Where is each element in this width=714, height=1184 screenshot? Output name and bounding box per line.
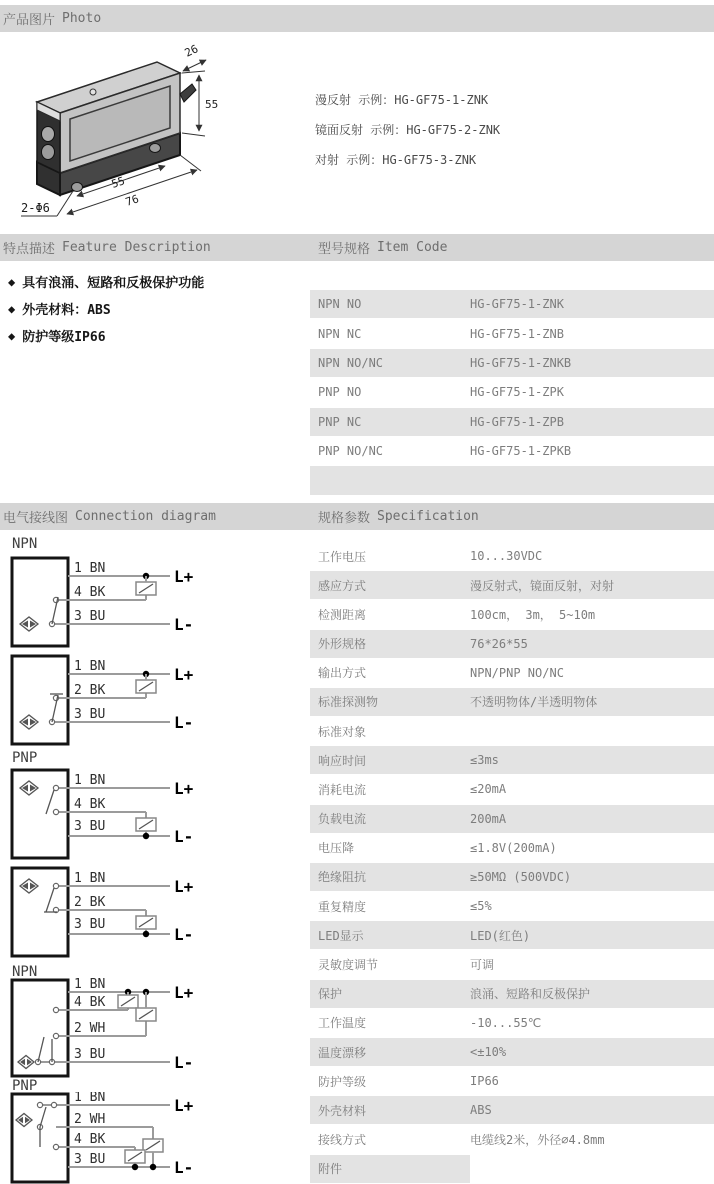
feature-text: 外壳材料：ABS: [22, 303, 111, 318]
rail-plus-label: L+: [174, 1096, 194, 1115]
diamond-bullet-icon: ◆: [8, 274, 16, 289]
spec-label: 标准探测物: [318, 695, 379, 710]
spec-row: [310, 1009, 714, 1038]
spec-value: LED(红色): [470, 928, 531, 943]
spec-row: [310, 600, 714, 629]
wiring-diagram-npn-no: [10, 556, 305, 648]
spec-label: LED显示: [318, 928, 364, 943]
spec-row: [310, 980, 714, 1009]
product-drawing: [15, 38, 265, 230]
wiring-diagram-npn-nc: [10, 654, 305, 746]
dim-base-length: 76: [123, 192, 141, 209]
dim-holes: 2-Φ6: [21, 201, 50, 215]
wiring-diagram-pnp-no: [10, 768, 305, 860]
diagram6-type-label: PNP: [12, 1078, 38, 1094]
spec-label: 感应方式: [318, 578, 367, 593]
photo-section-title-zh: 产品图片: [3, 13, 56, 28]
item-code-row: [310, 290, 714, 319]
mounting-peg-left: [72, 183, 83, 192]
wire-label: 2 WH: [74, 1021, 106, 1036]
rail-minus-label: L-: [174, 827, 194, 846]
feature-list: [8, 268, 204, 349]
spec-row: [310, 688, 714, 717]
spec-value: 100cm， 3m， 5~10m: [470, 607, 596, 622]
diagram3-type-label: PNP: [12, 750, 38, 766]
section-header-photo: [0, 5, 714, 32]
diamond-bullet-icon: ◆: [8, 328, 16, 343]
spec-value: ≤1.8V(200mA): [470, 840, 557, 855]
sensor-lens-lower: [42, 145, 55, 160]
spec-value: ≤3ms: [470, 753, 499, 768]
rail-plus-label: L+: [174, 665, 194, 684]
item-code-type: PNP NO/NC: [318, 444, 384, 459]
dim-top-width: 26: [182, 42, 201, 60]
spec-row: [310, 805, 714, 834]
spec-label: 绝缘阻抗: [318, 870, 367, 885]
spec-section-title-en: Specification: [377, 509, 479, 524]
spec-row: [310, 1125, 714, 1154]
wire-label: 1 BN: [74, 659, 106, 674]
spec-label: 外形规格: [318, 637, 367, 652]
spec-row: [310, 630, 714, 659]
wire-label: 2 WH: [74, 1112, 106, 1127]
wire-label: 1 BN: [74, 561, 106, 576]
rail-plus-label: L+: [174, 779, 194, 798]
wire-label: 1 BN: [74, 978, 106, 992]
rail-plus-label: L+: [174, 567, 194, 586]
wire-label: 2 BK: [74, 683, 106, 698]
connection-section-title-zh: 电气接线图: [3, 511, 69, 526]
item-code-row: [310, 466, 714, 495]
section-header-connection-spec: [0, 503, 714, 530]
wire-label: 1 BN: [74, 871, 106, 886]
item-code-row: [310, 319, 714, 348]
spec-value: 200mA: [470, 811, 507, 826]
spec-label: 温度漂移: [318, 1045, 367, 1060]
spec-value: 76*26*55: [470, 636, 528, 651]
wire-label: 4 BK: [74, 797, 106, 812]
item-code-type: PNP NO: [318, 385, 362, 400]
item-code-type: NPN NO: [318, 297, 362, 312]
wire-label: 1 BN: [74, 1092, 106, 1105]
rail-minus-label: L-: [174, 615, 194, 634]
spec-value: ≥50MΩ (500VDC): [470, 869, 572, 884]
spec-row: [310, 571, 714, 600]
example-retroreflective: 镜面反射 示例：HG-GF75-2-ZNK: [315, 122, 501, 137]
item-code-type: NPN NC: [318, 326, 362, 341]
spec-row: [310, 1096, 714, 1125]
spec-value: -10...55℃: [470, 1015, 542, 1030]
item-code-row: [310, 437, 714, 466]
spec-value: ≤20mA: [470, 782, 507, 797]
spec-table: [310, 542, 714, 1184]
spec-value: ABS: [470, 1103, 492, 1118]
diagram1-type-label: NPN: [12, 536, 38, 552]
spec-value: 电缆线2米，外径∅4.8mm: [470, 1133, 605, 1148]
spec-label: 灵敏度调节: [318, 957, 379, 972]
sensor-lens-upper: [42, 127, 55, 142]
item-code-type: PNP NC: [318, 414, 362, 429]
wire-label: 3 BU: [74, 609, 106, 624]
dim-height: 55: [205, 98, 219, 111]
diagram5-type-label: NPN: [12, 964, 38, 980]
spec-label: 接线方式: [318, 1133, 367, 1148]
spec-row: [310, 892, 714, 921]
spec-label: 工作温度: [318, 1016, 367, 1031]
item-code-value: HG-GF75-1-ZNKB: [470, 355, 572, 370]
mounting-peg-right: [150, 144, 161, 153]
feature-text: 防护等级IP66: [22, 330, 106, 345]
spec-row: [310, 717, 714, 746]
spec-value: 可调: [470, 957, 495, 972]
wire-label: 3 BU: [74, 707, 106, 722]
spec-value: 漫反射式，镜面反射，对射: [470, 578, 615, 593]
item-code-value: HG-GF75-1-ZPKB: [470, 444, 572, 459]
spec-row: [310, 921, 714, 950]
spec-value: 不透明物体/半透明物体: [470, 695, 598, 710]
wire-label: 4 BK: [74, 585, 106, 600]
spec-row: [310, 863, 714, 892]
wire-label: 4 BK: [74, 1132, 106, 1147]
spec-value: NPN/PNP NO/NC: [470, 665, 564, 680]
spec-row: [310, 659, 714, 688]
wire-label: 3 BU: [74, 917, 106, 932]
spec-row: [310, 775, 714, 804]
dim-window-width: 55: [109, 174, 127, 191]
spec-row: [310, 950, 714, 979]
item-code-table: [310, 290, 714, 496]
spec-label: 电压降: [318, 841, 355, 856]
spec-value: <±10%: [470, 1045, 507, 1059]
example-diffuse: 漫反射 示例：HG-GF75-1-ZNK: [315, 92, 489, 107]
spec-label: 重复精度: [318, 899, 367, 914]
spec-label: 外壳材料: [318, 1103, 367, 1118]
wire-label: 2 BK: [74, 895, 106, 910]
wiring-diagram-npn-nonc: [10, 978, 305, 1078]
feature-item: [8, 295, 204, 322]
item-code-value: HG-GF75-1-ZPK: [470, 385, 564, 400]
spec-label: 输出方式: [318, 666, 367, 681]
itemcode-section-title-en: Item Code: [377, 240, 448, 255]
spec-label: 附件: [310, 1155, 470, 1183]
spec-row: [310, 1038, 714, 1067]
spec-row: [310, 1067, 714, 1096]
feature-item: [8, 268, 204, 295]
item-code-value: HG-GF75-1-ZPB: [470, 414, 564, 429]
item-code-row: [310, 408, 714, 437]
spec-row: [310, 834, 714, 863]
diamond-bullet-icon: ◆: [8, 301, 16, 316]
feature-text: 具有浪涌、短路和反极保护功能: [22, 276, 205, 291]
rail-minus-label: L-: [174, 925, 194, 944]
rail-minus-label: L-: [174, 713, 194, 732]
rail-minus-label: L-: [174, 1158, 194, 1177]
spec-label: 消耗电流: [318, 782, 367, 797]
spec-value: IP66: [470, 1074, 499, 1089]
wire-label: 4 BK: [74, 995, 106, 1010]
itemcode-section-title-zh: 型号规格: [318, 242, 371, 257]
wiring-diagram-pnp-nonc: [10, 1092, 305, 1184]
wiring-diagram-pnp-nc: [10, 866, 305, 958]
spec-row: [310, 1155, 714, 1184]
example-throughbeam: 对射 示例：HG-GF75-3-ZNK: [315, 152, 477, 167]
item-code-value: HG-GF75-1-ZNK: [470, 297, 564, 312]
spec-label: 保护: [318, 987, 343, 1002]
item-code-type: NPN NO/NC: [318, 355, 384, 370]
photo-section-title-en: Photo: [62, 11, 102, 26]
wire-label: 3 BU: [74, 1152, 106, 1167]
item-code-row: [310, 378, 714, 407]
wire-label: 3 BU: [74, 1047, 106, 1062]
spec-label: 响应时间: [318, 753, 367, 768]
wire-label: 3 BU: [74, 819, 106, 834]
spec-section-title-zh: 规格参数: [318, 511, 371, 526]
connection-section-title-en: Connection diagram: [75, 509, 216, 524]
spec-label: 防护等级: [318, 1074, 367, 1089]
spec-label: 标准对象: [318, 724, 367, 739]
feature-section-title-zh: 特点描述: [3, 242, 56, 257]
section-header-feature-itemcode: [0, 234, 714, 261]
model-examples: [315, 84, 500, 174]
item-code-value: HG-GF75-1-ZNB: [470, 326, 564, 341]
spec-row: [310, 746, 714, 775]
spec-value: ≤5%: [470, 899, 492, 914]
spec-value: 浪涌、短路和反极保护: [470, 987, 591, 1002]
wire-label: 1 BN: [74, 773, 106, 788]
rail-plus-label: L+: [174, 877, 194, 896]
rail-minus-label: L-: [174, 1053, 194, 1072]
feature-item: [8, 322, 204, 349]
feature-section-title-en: Feature Description: [62, 240, 211, 255]
spec-label: 负载电流: [318, 812, 367, 827]
sensor-adjuster-screw: [90, 89, 96, 95]
item-code-row: [310, 349, 714, 378]
spec-label: 工作电压: [318, 549, 367, 564]
spec-label: 检测距离: [318, 607, 367, 622]
spec-value: 10...30VDC: [470, 549, 543, 564]
rail-plus-label: L+: [174, 983, 194, 1002]
sensor-side-tab: [180, 84, 196, 102]
spec-row: [310, 542, 714, 571]
